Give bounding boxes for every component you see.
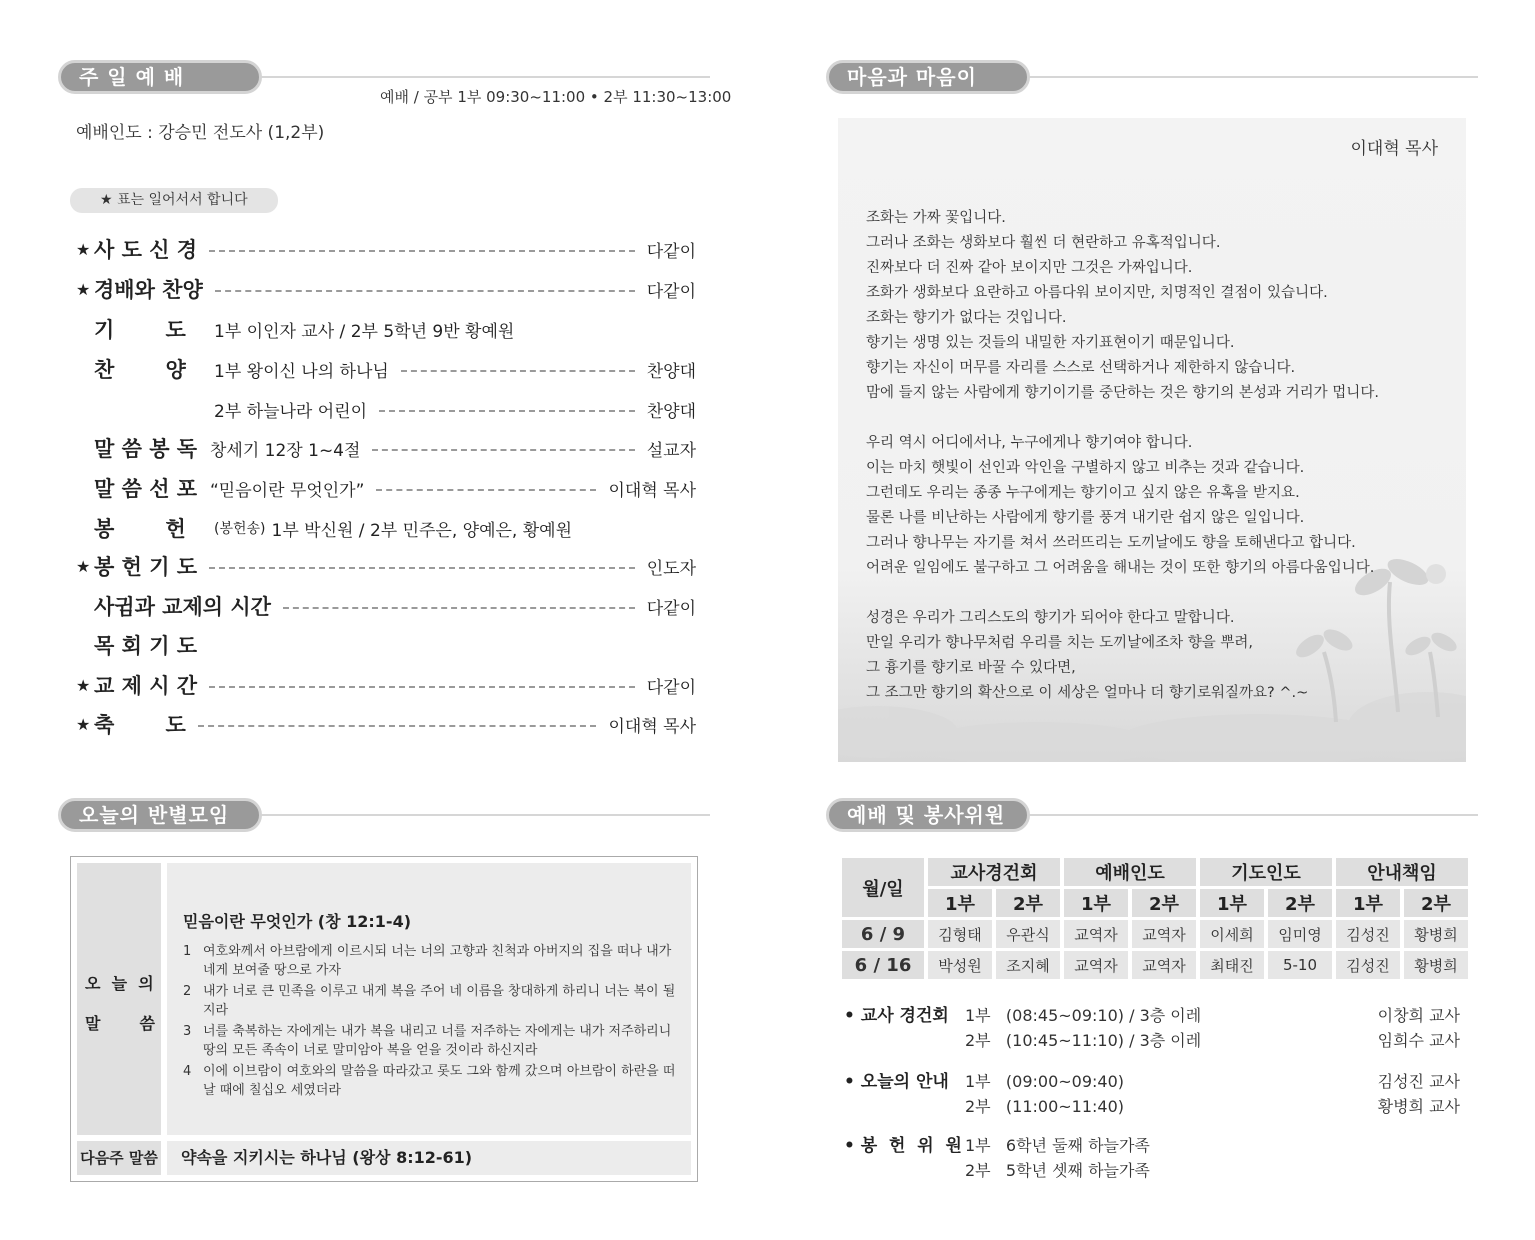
essay-line: 그런데도 우리는 종종 누구에게는 향기이고 싶지 않은 유혹을 받지요. <box>866 485 1300 501</box>
bible-box <box>70 856 698 1182</box>
table-header-part: 2부 <box>1404 889 1468 917</box>
table-header-part: 2부 <box>996 889 1060 917</box>
order-mid: 창세기 12장 1~4절 <box>210 440 361 461</box>
service-title: 예배 및 봉사위원 <box>826 798 1030 832</box>
worship-leader: 예배인도 : 강승민 전도사 (1,2부) <box>76 123 325 143</box>
next-week-text: 약속을 지키시는 하나님 (왕상 8:12-61) <box>181 1148 473 1167</box>
star-icon: ★ <box>76 675 91 695</box>
essay-line: 그러나 조화는 생화보다 훨씬 더 현란하고 유혹적입니다. <box>866 235 1221 251</box>
table-header-group: 예배인도 <box>1064 858 1196 886</box>
dotted-leader <box>209 567 635 569</box>
next-week-label: 다음주 말씀 <box>80 1149 158 1167</box>
stand-note: ★ 표는 일어서서 합니다 <box>70 188 278 213</box>
dotted-leader <box>401 370 635 372</box>
essay-line: 어려운 일임에도 불구하고 그 어려움을 해내는 것이 또한 향기의 아름다움입니다. <box>866 560 1375 576</box>
bible-main-cell <box>167 863 691 1135</box>
info-line-right: 이창희 교사 <box>1377 1006 1460 1025</box>
order-label: 말 씀 봉 독 <box>94 437 198 461</box>
order-label: 봉 헌 기 도 <box>94 555 198 579</box>
info-label-teacher: • 교사 경건회 <box>844 1006 949 1026</box>
service-section-header <box>826 798 1478 832</box>
table-header-part: 1부 <box>1064 889 1128 917</box>
dotted-leader <box>379 410 635 412</box>
info-line: 1부 (08:45~09:10) / 3층 이레 <box>965 1006 1202 1025</box>
essay-line: 우리 역시 어디에서나, 누구에게나 향기여야 합니다. <box>866 435 1193 451</box>
table-header-date: 월/일 <box>842 858 924 917</box>
star-icon: ★ <box>76 279 91 299</box>
mind-title: 마음과 마음이 <box>826 60 1030 94</box>
row-date: 6 / 16 <box>842 951 924 979</box>
order-label: 기 도 <box>94 318 186 342</box>
essay-line: 그 조그만 향기의 확산으로 이 세상은 얼마나 더 향기로워질까요? ^.~ <box>866 685 1309 701</box>
info-line-right: 김성진 교사 <box>1377 1072 1460 1091</box>
table-header-part: 1부 <box>928 889 992 917</box>
order-right: 다같이 <box>646 677 696 698</box>
table-header-part: 1부 <box>1336 889 1400 917</box>
order-mid: 2부 하늘나라 어린이 <box>214 401 367 422</box>
dotted-leader <box>283 607 635 609</box>
info-line: 2부 (11:00~11:40) <box>965 1097 1125 1116</box>
dotted-leader <box>209 250 635 252</box>
info-line: 2부 5학년 셋째 하늘가족 <box>965 1161 1150 1180</box>
order-row-pastoral-prayer <box>76 630 696 660</box>
essay-author: 이대혁 목사 <box>1350 139 1438 159</box>
order-mid: “믿음이란 무엇인가” <box>210 480 365 501</box>
row-date: 6 / 9 <box>842 920 924 948</box>
info-line: 1부 (09:00~09:40) <box>965 1072 1125 1091</box>
header-rule <box>238 814 710 816</box>
essay-line: 그러나 향나무는 자기를 쳐서 쓰러뜨리는 도끼날에도 향을 토해낸다고 합니다. <box>866 535 1356 551</box>
essay-line: 그 흉기를 향기로 바꿀 수 있다면, <box>866 660 1076 676</box>
essay-line: 향기는 생명 있는 것들의 내밀한 자기표현이기 때문입니다. <box>866 335 1235 351</box>
essay-line: 만일 우리가 향나무처럼 우리를 치는 도끼날에조차 향을 뿌려, <box>866 635 1254 651</box>
verse: 1 여호와께서 아브람에게 이르시되 너는 너의 고향과 친척과 아버지의 집을 떠나 내가 네게 보여줄 땅으로 가자 <box>183 944 672 978</box>
order-right: 찬양대 <box>646 361 696 382</box>
bible-left-cell <box>77 863 161 1135</box>
order-right: 인도자 <box>646 558 696 579</box>
order-label: 축 도 <box>94 713 186 737</box>
order-row-creed <box>76 234 696 264</box>
table-row: 6 / 16 박성원 조지혜 교역자 교역자 최태진 5-10 김성진 황병희 <box>842 951 1468 979</box>
worship-schedule: 예배 / 공부 1부 09:30~11:00 • 2부 11:30~13:00 <box>380 88 732 106</box>
order-right: 다같이 <box>646 281 696 302</box>
table-header-group: 기도인도 <box>1200 858 1332 886</box>
info-line-right: 임희수 교사 <box>1377 1031 1460 1050</box>
order-row-hymn <box>76 354 696 384</box>
essay-line: 조화는 향기가 없다는 것입니다. <box>866 310 1067 326</box>
table-header-group: 안내책임 <box>1336 858 1468 886</box>
table-header-part: 2부 <box>1268 889 1332 917</box>
bible-title: 오늘의 반별모임 <box>58 798 262 832</box>
essay-line: 조화가 생화보다 요란하고 아름다워 보이지만, 치명적인 결점이 있습니다. <box>866 285 1328 301</box>
order-label: 사귐과 교제의 시간 <box>94 595 271 619</box>
star-icon: ★ <box>76 556 91 576</box>
dotted-leader <box>209 686 635 688</box>
order-right: 이대혁 목사 <box>608 716 696 737</box>
order-label: 찬 양 <box>94 358 186 382</box>
next-week-text-cell <box>167 1141 691 1175</box>
order-mid-small: (봉헌송) <box>214 521 266 537</box>
essay-line: 물론 나를 비난하는 사람에게 향기를 풍겨 내기란 쉽지 않은 일입니다. <box>866 510 1305 526</box>
header-rule <box>238 76 710 78</box>
dotted-leader <box>198 725 597 727</box>
essay-line: 향기는 자신이 머무를 자리를 스스로 선택하거나 제한하지 않습니다. <box>866 360 1296 376</box>
dotted-leader <box>376 489 596 491</box>
table-row: 6 / 9 김형태 우관식 교역자 교역자 이세희 임미영 김성진 황병희 <box>842 920 1468 948</box>
essay-line: 조화는 가짜 꽃입니다. <box>866 210 1006 226</box>
header-rule <box>1006 814 1478 816</box>
order-row-prayer <box>76 314 696 344</box>
order-row-offering-prayer <box>76 551 696 581</box>
essay-line: 맘에 들지 않는 사람에게 향기이기를 중단하는 것은 향기의 본성과 거리가 멉니다. <box>866 385 1379 401</box>
order-mid: 1부 이인자 교사 / 2부 5학년 9반 황예원 <box>214 321 515 342</box>
service-table <box>838 855 1472 982</box>
verse: 2 내가 너로 큰 민족을 이루고 내게 복을 주어 네 이름을 창대하게 하리니 너는 복이 될지라 <box>183 984 676 1018</box>
order-mid: 1부 박신원 / 2부 민주은, 양예은, 황예원 <box>271 520 572 541</box>
order-row-offering <box>76 513 696 543</box>
order-row-fellowship <box>76 591 696 621</box>
table-header-part: 1부 <box>1200 889 1264 917</box>
order-mid: 1부 왕이신 나의 하나님 <box>214 361 389 382</box>
info-label-offering: • 봉 헌 위 원 <box>844 1136 962 1156</box>
info-line-right: 황병희 교사 <box>1377 1097 1460 1116</box>
next-week-label-cell <box>77 1141 161 1175</box>
order-label: 사 도 신 경 <box>94 238 198 262</box>
order-row-fellowship-time <box>76 670 696 700</box>
bible-section-header <box>58 798 710 832</box>
order-row-sermon <box>76 473 696 503</box>
table-header-group: 교사경건회 <box>928 858 1060 886</box>
essay-line: 이는 마치 햇빛이 선인과 악인을 구별하지 않고 비추는 것과 같습니다. <box>866 460 1305 476</box>
essay-line: 성경은 우리가 그리스도의 향기가 되어야 한다고 말합니다. <box>866 610 1235 626</box>
order-right: 찬양대 <box>646 401 696 422</box>
order-right: 다같이 <box>646 598 696 619</box>
header-rule <box>1006 76 1478 78</box>
info-line: 2부 (10:45~11:10) / 3층 이레 <box>965 1031 1202 1050</box>
passage-title: 믿음이란 무엇인가 (창 12:1-4) <box>183 912 412 931</box>
essay-box <box>838 118 1466 762</box>
verse: 4 이에 이브람이 여호와의 말씀을 따라갔고 롯도 그와 함께 갔으며 아브람이 하란을 떠날 때에 칠십오 세였더라 <box>183 1064 676 1098</box>
order-right: 다같이 <box>646 241 696 262</box>
order-right: 설교자 <box>646 440 696 461</box>
star-icon: ★ <box>76 714 91 734</box>
worship-title: 주 일 예 배 <box>58 60 262 94</box>
bible-left-label-1: 오 늘 의 <box>85 974 154 993</box>
order-label: 교 제 시 간 <box>94 674 198 698</box>
order-row-hymn-2 <box>76 394 696 424</box>
essay-line: 진짜보다 더 진짜 같아 보이지만 그것은 가짜입니다. <box>866 260 1193 276</box>
order-right: 이대혁 목사 <box>608 480 696 501</box>
order-row-reading <box>76 433 696 463</box>
star-icon: ★ <box>76 239 91 259</box>
dotted-leader <box>372 449 634 451</box>
order-label: 말 씀 선 포 <box>94 477 198 501</box>
order-label: 봉 헌 <box>94 517 186 541</box>
info-label-guide: • 오늘의 안내 <box>844 1072 949 1092</box>
info-line: 1부 6학년 둘째 하늘가족 <box>965 1136 1150 1155</box>
mind-section-header <box>826 60 1478 94</box>
order-row-praise <box>76 274 696 304</box>
order-label: 목 회 기 도 <box>94 634 198 658</box>
dotted-leader <box>215 290 635 292</box>
verse: 3 너를 축복하는 자에게는 내가 복을 내리고 너를 저주하는 자에게는 내가 저주하리니 땅의 모든 족속이 너로 말미암아 복을 얻을 것이라 하신지라 <box>183 1024 672 1058</box>
bible-left-label-2: 말 씀 <box>85 1014 155 1033</box>
table-header-part: 2부 <box>1132 889 1196 917</box>
order-row-benediction <box>76 709 696 739</box>
order-label: 경배와 찬양 <box>94 278 203 302</box>
